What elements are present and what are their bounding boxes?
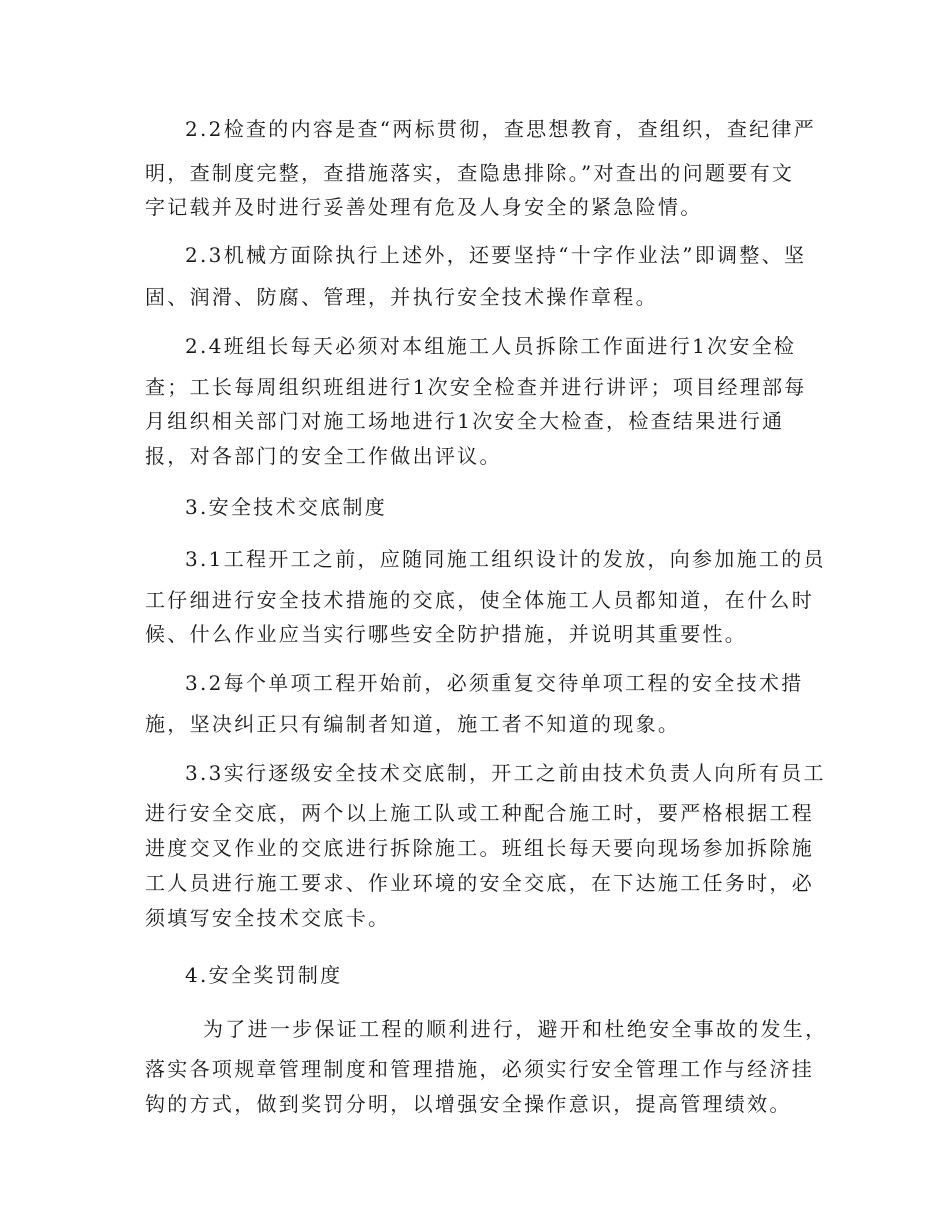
text-line: 3.3实行逐级安全技术交底制，开工之前由技术负责人向所有员工 bbox=[185, 761, 826, 785]
text-line: 3.安全技术交底制度 bbox=[185, 495, 388, 519]
text-line: 施，坚决纠正只有编制者知道，施工者不知道的现象。 bbox=[145, 712, 681, 736]
text-line: 须填写安全技术交底卡。 bbox=[145, 906, 391, 930]
text-line: 报，对各部门的安全工作做出评议。 bbox=[145, 444, 502, 468]
text-line: 2.4班组长每天必须对本组施工人员拆除工作面进行1次安全检 bbox=[185, 334, 797, 358]
text-line: 字记载并及时进行妥善处理有危及人身安全的紧急险情。 bbox=[145, 195, 703, 219]
text-line: 固、润滑、防腐、管理，并执行安全技术操作章程。 bbox=[145, 285, 658, 309]
text-line: 查；工长每周组织班组进行1次安全检查并进行讲评；项目经理部每 bbox=[145, 375, 807, 399]
text-line: 3.1工程开工之前，应随同施工组织设计的发放，向参加施工的员 bbox=[185, 547, 826, 571]
text-line: 明，查制度完整，查措施落实，查隐患排除。”对查出的问题要有文 bbox=[145, 161, 795, 185]
text-line: 2.2检查的内容是查“两标贯彻，查思想教育，查组织，查纪律严 bbox=[185, 117, 817, 141]
text-line: 月组织相关部门对施工场地进行1次安全大检查，检查结果进行通 bbox=[145, 409, 785, 433]
text-line: 进行安全交底，两个以上施工队或工种配合施工时，要严格根据工程 bbox=[145, 801, 814, 825]
text-line: 为了进一步保证工程的顺利进行，避开和杜绝安全事故的发生， bbox=[203, 1017, 828, 1041]
text-line: 候、什么作业应当实行哪些安全防护措施，并说明其重要性。 bbox=[145, 622, 748, 646]
text-line: 工仔细进行安全技术措施的交底，使全体施工人员都知道，在什么时 bbox=[145, 588, 814, 612]
text-line: 进度交叉作业的交底进行拆除施工。班组长每天要向现场参加拆除施 bbox=[145, 836, 814, 860]
text-line: 3.2每个单项工程开始前，必须重复交待单项工程的安全技术措 bbox=[185, 671, 804, 695]
text-line: 落实各项规章管理制度和管理措施，必须实行安全管理工作与经济挂 bbox=[145, 1057, 814, 1081]
text-line: 2.3机械方面除执行上述外，还要坚持“十字作业法”即调整、坚 bbox=[185, 243, 807, 267]
text-line: 工人员进行施工要求、作业环境的安全交底，在下达施工任务时，必 bbox=[145, 871, 814, 895]
text-line: 钩的方式，做到奖罚分明，以增强安全操作意识，提高管理绩效。 bbox=[145, 1092, 792, 1116]
text-line: 4.安全奖罚制度 bbox=[185, 963, 343, 987]
